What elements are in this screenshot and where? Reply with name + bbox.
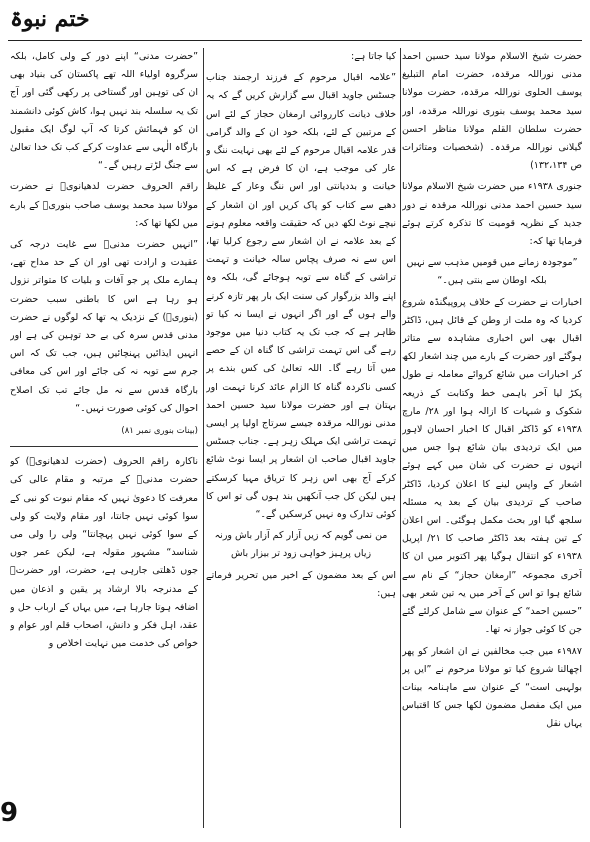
column-middle <box>206 48 396 832</box>
quote: ”موجودہ زمانے میں قومیں مذہب سے نہیں بلکہ اوطان سے بنتی ہیں۔“ <box>406 257 578 287</box>
divider <box>10 446 198 447</box>
column-right <box>402 48 582 832</box>
column-divider <box>400 48 401 828</box>
paragraph: ۱۹۸۷ء میں جب مخالفین نے ان اشعار کو پھر اچھالنا شروع کیا تو مولانا مرحوم نے ”ایں پر بولہبی است“ کے عنوان سے ماہنامہ بینات میں ایک مفصل مضمون لکھا جس کا اقتباس یہاں نقل <box>402 645 582 730</box>
persian-verse: من نمی گویم کہ زیں آزار کم آزار باش ورنہ زیاں پرہیز خواہی زود تر بیزار باش <box>214 530 388 560</box>
header-title: ختم نبوۃ <box>10 6 90 32</box>
paragraph: راقم الحروف حضرت لدھیانویؒ نے حضرت مولانا سید محمد یوسف صاحب بنوریؒ کے بارے میں لکھا تھا کہ: <box>10 181 198 229</box>
quote: ”حضرت مدنی“ اپنے دور کے ولی کامل، بلکہ سرگروہ اولیاء اللہ تھے پاکستان کی بنیاد بھی ان کی توہین اور گستاخی پر رکھی گئی اور آج تک یہ سلسلہ بند نہیں ہوا، کاش کوئی دانشمند ان کو فہمائش کرتا کہ آپ لوگ ایک مقبول بارگاہ الٰہی سے عداوت کرکے کب تک خدا تعالیٰ سے جنگ لڑتے رہیں گے۔“ <box>10 51 198 172</box>
column-divider <box>203 48 204 828</box>
paragraph: حضرت شیخ الاسلام مولانا سید حسین احمد مدنی نوراللہ مرقدہ، حضرت امام التبلیغ یوسف الحلوی نوراللہ مرقدہ، حضرت مولانا سید محمد یوسف بنوری نوراللہ مرقدہ، اور حضرت سلطان القلم مولانا مناظر احسن گیلانی نوراللہ مرقدہ۔ (شخصیات ومتاثرات ص ۱۳۲،۱۳۴) <box>402 51 582 172</box>
paragraph: اس کے بعد مضمون کے اخیر میں تحریر فرماتے ہیں: <box>206 569 396 599</box>
quote: ”علامہ اقبال مرحوم کے فرزند ارجمند جناب جسٹس جاوید اقبال سے گزارش کریں گے کہ یہ خلاف دیانت کارروائی ارمغان حجاز کے لئے اس کے مرتبین کے لئے، بلکہ خود ان کے والد گرامی قدر علامہ اقبال مرحوم کے لئے بھی نہایت ننگ و عار کی موجب ہے، ان کا فرض ہے کہ اس خیانت و بددیانتی اور اس ننگ وعار کے غلیظ دھبے سے کتاب کو پاک کریں اور ان اشعار کے نیچے نوٹ لکھ دیں کہ حقیقت واقعہ معلوم ہونے کے بعد علامہ نے ان اشعار سے رجوع کرلیا تھا، اس سے نہ صرف پچاس سالہ خیانت و تہمت تراشی کے گناہ سے توبہ ہوجائے گی، بلکہ وہ اپنے والد بزرگوار کی سنت ایک بار پھر تازہ کرنے والے ہوں گے اور اگر انہوں نے ایسا نہ کیا تو ظاہر ہے کہ جب تک یہ کتاب دنیا میں موجود رہے گی اس تہمت تراشی کا گناہ ان کے حصے میں آتا رہے گا۔ اللہ تعالیٰ کی کس بندے پر کسی ناکردہ گناہ کا الزام عائد کرنا تہمت اور بہتان ہے اور حضرت مولانا سید حسین احمد مدنی نوراللہ مرقدہ جیسے سرتاج اولیا پر ایسی تہمت تراشی ایک مہلک زہر ہے۔ جناب جسٹس جاوید اقبال صاحب ان اشعار پر ایسا نوٹ شائع کرکے آج بھی اس زہر کا تریاق مہیا کرسکتے ہیں لیکن کل جب آنکھیں بند ہوں گی تو اس کا کوئی تدارک وہ نہیں کرسکیں گے۔“ <box>206 72 396 521</box>
quote: ”انہیں حضرت مدنیؒ سے غایت درجہ کی عقیدت و ارادت تھی اور ان کے حد مداح تھے، ہمارے ملک پر جو آفات و بلیات کا متواتر نزول ہو رہا ہے اس کا باطنی سبب حضرت (بنوریؒ) کے نزدیک یہ تھا کہ لوگوں نے حضرت مدنی قدس سرہ کی بے حد توہین کی ہے اور انہیں ایذائیں پہنچائیں ہیں، جب تک کہ اس جرم سے توبہ نہ کی جائے اور اس کی معافی بارگاہ قدس سے نہ مل جائے تب تک اصلاح احوال کی کوئی صورت نہیں۔“ <box>10 239 198 414</box>
paragraph: اخبارات نے حضرت کے خلاف پروپیگنڈہ شروع کردیا کہ وہ ملت از وطن کے قائل ہیں، ڈاکٹر اقبال بھی اس اخباری مشاہدہ سے متاثر ہوگئے اور حضرت کے بارے میں چند اشعار لکھ کر اخبارات میں شائع کروائے معاملہ نے طول پکڑ لیا آخر باہمی خط وکتابت کے ذریعہ شکوک و شبہات کا ازالہ ہوا اور ۲۸/ مارچ ۱۹۳۸ء کو ڈاکٹر اقبال کا اخبار احسان لاہور میں ایک تردیدی بیان شائع ہوا جس میں انہوں نے حضرت کی شان میں کہے ہوئے اشعار کے واپس لینے کا اعلان کردیا، ڈاکٹر صاحب کے تردیدی بیان کے بعد یہ مسئلہ سلجھ گیا اور بحث مکمل ہوگئی۔ اس اعلان کے تین ہفتہ بعد ڈاکٹر صاحب کا ۲۱/ اپریل ۱۹۳۸ء کو انتقال ہوگیا پھر اکتوبر میں ان کا آخری مجموعہ ”ارمغان حجاز“ کے نام سے شائع ہوا تو اس کے آخر میں یہ تین شعر بھی ”حسین احمد“ کے عنوان سے شامل کرلئے گئے جن کا کوئی جواز نہ تھا۔ <box>402 296 582 636</box>
paragraph: ناکارہ راقم الحروف (حضرت لدھیانویؒ) کو حضرت مدنیؒ کے مرتبہ و مقام عالی کی معرفت کا دعویٰ نہیں کہ مقام نبوت کو نبی کے سوا کوئی نہیں جانتا، اور مقام ولایت کو ولی کے سوا کوئی نہیں پہچانتا“ ولی را ولی می شناسد“ مشہور مقولہ ہے، لیکن عمر جوں جوں ڈھلتی جارہی ہے، حضرت، اور حضرتؒ کے مدنرجہ بالا ارشاد پر یقین و اذعان میں اضافہ ہوتا جارہا ہے، میں یہاں کے ارباب حل و عقد، اہل فکر و دانش، اصحاب قلم اور عوام و خواص کی خدمت میں نہایت اخلاص و <box>10 456 198 650</box>
header-rule <box>8 40 582 41</box>
paragraph: کیا جاتا ہے: <box>351 51 396 62</box>
page-number: 9 <box>0 798 19 828</box>
reference: (بینات بنوری نمبر ۸۱) <box>121 426 198 437</box>
paragraph: جنوری ۱۹۳۸ء میں حضرت شیخ الاسلام مولانا سید حسین احمد مدنی نوراللہ مرقدہ نے دور جدید کے نظریہ قومیت کا تذکرہ کرتے ہوئے فرمایا تھا کہ: <box>402 181 582 248</box>
column-left <box>10 48 198 832</box>
